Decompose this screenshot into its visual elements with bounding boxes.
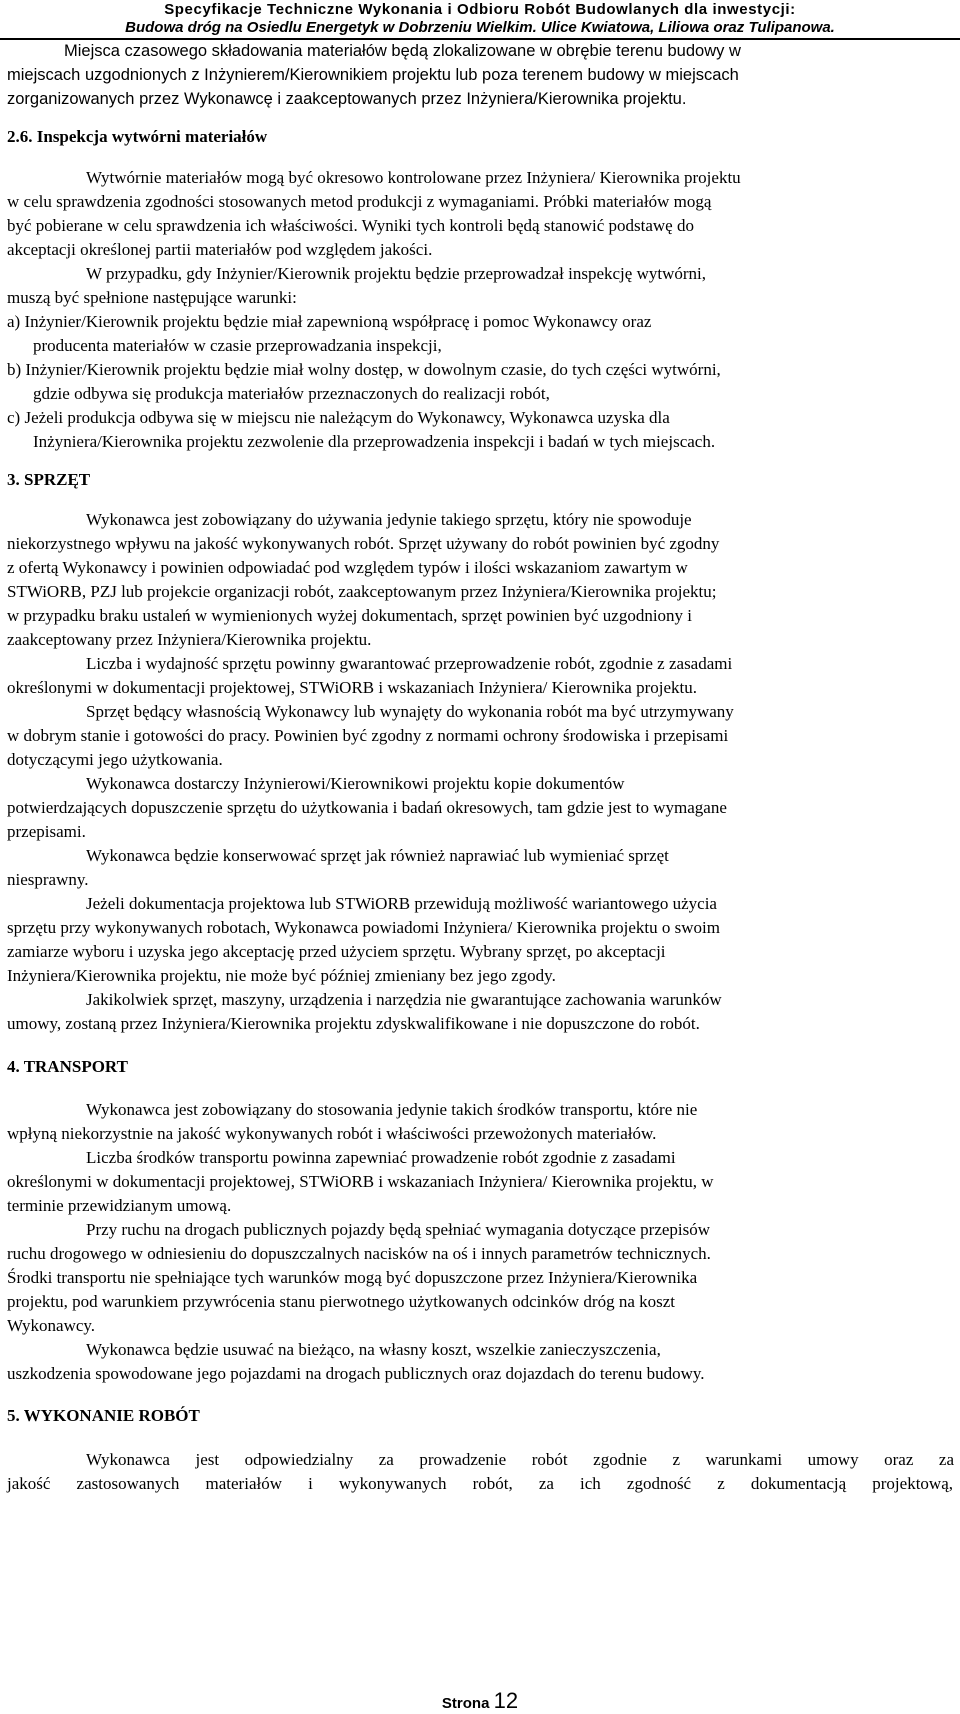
text-line: projektu, pod warunkiem przywrócenia stanu pierwotnego użytkowanych odcinków dróg na koszt bbox=[7, 1292, 676, 1311]
header-divider bbox=[0, 38, 960, 40]
list-item-c: c) Jeżeli produkcja odbywa się w miejscu nie należącym do Wykonawcy, Wykonawca uzyska dla bbox=[7, 408, 670, 427]
text-line: Wykonawca jest odpowiedzialny za prowadzenie robót zgodnie z warunkami umowy oraz za bbox=[86, 1450, 954, 1469]
text-line: zamiarze wyboru i uzyska jego akceptację przed użyciem sprzętu. Wybrany sprzęt, po akceptacji bbox=[7, 942, 666, 961]
text-line: w przypadku braku ustaleń w wymienionych wyżej dokumentach, sprzęt powinien być uzgodniony i bbox=[7, 606, 693, 625]
text-line: uszkodzenia spowodowane jego pojazdami na drogach publicznych oraz dojazdach do terenu budowy. bbox=[7, 1364, 705, 1383]
text-line: gdzie odbywa się produkcja materiałów przeznaczonych do realizacji robót, bbox=[33, 384, 550, 403]
text-line: Jeżeli dokumentacja projektowa lub STWiORB przewidują możliwość wariantowego użycia bbox=[86, 894, 717, 913]
text-line: akceptacji określonej partii materiałów pod względem jakości. bbox=[7, 240, 433, 259]
text-line: producenta materiałów w czasie przeprowadzania inspekcji, bbox=[33, 336, 442, 355]
text-line: W przypadku, gdy Inżynier/Kierownik projektu będzie przeprowadzał inspekcję wytwórni, bbox=[86, 264, 706, 283]
section-heading: 3. SPRZĘT bbox=[7, 470, 91, 489]
text-line: w celu sprawdzenia zgodności stosowanych metod produkcji z wymaganiami. Próbki materiałów mogą bbox=[7, 192, 712, 211]
text-line: dotyczącymi jego użytkowania. bbox=[7, 750, 223, 769]
text-line: Wykonawca jest zobowiązany do stosowania jedynie takich środków transportu, które nie bbox=[86, 1100, 698, 1119]
document-header-subtitle: Budowa dróg na Osiedlu Energetyk w Dobrzeniu Wielkim. Ulice Kwiatowa, Liliowa oraz Tulipanowa. bbox=[125, 19, 835, 36]
text-line: umowy, zostaną przez Inżyniera/Kierownika projektu zdyskwalifikowane i nie dopuszczone do robót. bbox=[7, 1014, 700, 1033]
text-line: Wykonawca będzie konserwować sprzęt jak również naprawiać lub wymieniać sprzęt bbox=[86, 846, 669, 865]
section-heading: 2.6. Inspekcja wytwórni materiałów bbox=[7, 127, 268, 146]
text-line: przepisami. bbox=[7, 822, 86, 841]
text-line: być pobierane w celu sprawdzenia ich właściwości. Wyniki tych kontroli będą stanowić podstawę do bbox=[7, 216, 694, 235]
text-line: Inżyniera/Kierownika projektu zezwolenie dla przeprowadzenia inspekcji i badań w tych miejscach. bbox=[33, 432, 716, 451]
text-line: Środki transportu nie spełniające tych warunków mogą być dopuszczone przez Inżyniera/Kierownika bbox=[7, 1268, 698, 1287]
text-line: Wykonawca dostarczy Inżynierowi/Kierownikowi projektu kopie dokumentów bbox=[86, 774, 625, 793]
section-heading: 5. WYKONANIE ROBÓT bbox=[7, 1406, 200, 1425]
text-line: wpłyną niekorzystnie na jakość wykonywanych robót i właściwości przewożonych materiałów. bbox=[7, 1124, 657, 1143]
text-line: ruchu drogowego w odniesieniu do dopuszczalnych nacisków na oś i innych parametrów technicznych. bbox=[7, 1244, 711, 1263]
text-line: Liczba i wydajność sprzętu powinny gwarantować przeprowadzenie robót, zgodnie z zasadami bbox=[86, 654, 733, 673]
text-line: STWiORB, PZJ lub projekcie organizacji robót, zaakceptowanym przez Inżyniera/Kierownika projektu; bbox=[7, 582, 717, 601]
list-item-a: a) Inżynier/Kierownik projektu będzie miał zapewnioną współpracę i pomoc Wykonawcy oraz bbox=[7, 312, 652, 331]
page-label: Strona bbox=[441, 1695, 490, 1712]
text-line: Wykonawca jest zobowiązany do używania jedynie takiego sprzętu, który nie spowoduje bbox=[86, 510, 692, 529]
text-line: potwierdzających dopuszczenie sprzętu do użytkowania i badań okresowych, tam gdzie jest to wymagane bbox=[7, 798, 727, 817]
text-line: muszą być spełnione następujące warunki: bbox=[7, 288, 297, 307]
text-line: określonymi w dokumentacji projektowej, STWiORB i wskazaniach Inżyniera/ Kierownika projektu, w bbox=[7, 1172, 714, 1191]
list-item-b: b) Inżynier/Kierownik projektu będzie miał wolny dostęp, w dowolnym czasie, do tych części wytwórni, bbox=[7, 360, 721, 379]
text-line: w dobrym stanie i gotowości do pracy. Powinien być zgodny z normami ochrony środowiska i przepisami bbox=[7, 726, 729, 745]
text-line: Liczba środków transportu powinna zapewniać prowadzenie robót zgodnie z zasadami bbox=[86, 1148, 676, 1167]
text-line: Jakikolwiek sprzęt, maszyny, urządzenia i narzędzia nie gwarantujące zachowania warunków bbox=[86, 990, 722, 1009]
text-line: określonymi w dokumentacji projektowej, STWiORB i wskazaniach Inżyniera/ Kierownika projektu. bbox=[7, 678, 698, 697]
text-line: zorganizowanych przez Wykonawcę i zaakceptowanych przez Inżyniera/Kierownika projektu. bbox=[7, 90, 687, 108]
text-line: sprzętu przy wykonywanych robotach, Wykonawca powiadomi Inżyniera/ Kierownika projektu o swoim bbox=[7, 918, 720, 937]
text-line: zaakceptowany przez Inżyniera/Kierownika projektu. bbox=[7, 630, 372, 649]
text-line: Miejsca czasowego składowania materiałów będą zlokalizowane w obrębie terenu budowy w bbox=[64, 42, 741, 60]
text-line: z ofertą Wykonawcy i powinien odpowiadać pod względem typów i ilości wskazaniom zawartym w bbox=[7, 558, 688, 577]
document-header-title: Specyfikacje Techniczne Wykonania i Odbioru Robót Budowlanych dla inwestycji: bbox=[164, 1, 796, 18]
page-number: 12 bbox=[493, 1688, 519, 1713]
text-line: Inżyniera/Kierownika projektu, nie może być później zmieniany bez jego zgody. bbox=[7, 966, 556, 985]
text-line: Wykonawca będzie usuwać na bieżąco, na własny koszt, wszelkie zanieczyszczenia, bbox=[86, 1340, 661, 1359]
text-line: niekorzystnego wpływu na jakość wykonywanych robót. Sprzęt używany do robót powinien być zgodny bbox=[7, 534, 720, 553]
text-line: miejscach uzgodnionych z Inżynierem/Kierownikiem projektu lub poza terenem budowy w miejscach bbox=[7, 66, 739, 84]
text-line: Sprzęt będący własnością Wykonawcy lub wynajęty do wykonania robót ma być utrzymywany bbox=[86, 702, 734, 721]
section-heading: 4. TRANSPORT bbox=[7, 1057, 128, 1076]
text-line: Wykonawcy. bbox=[7, 1316, 96, 1335]
text-line: terminie przewidzianym umową. bbox=[7, 1196, 232, 1215]
text-line: Przy ruchu na drogach publicznych pojazdy będą spełniać wymagania dotyczące przepisów bbox=[86, 1220, 711, 1239]
text-line: Wytwórnie materiałów mogą być okresowo kontrolowane przez Inżyniera/ Kierownika projektu bbox=[86, 168, 741, 187]
text-line: niesprawny. bbox=[7, 870, 89, 889]
text-line: jakość zastosowanych materiałów i wykonywanych robót, za ich zgodność z dokumentacją projektową, bbox=[7, 1474, 953, 1493]
page-footer bbox=[0, 1688, 960, 1714]
